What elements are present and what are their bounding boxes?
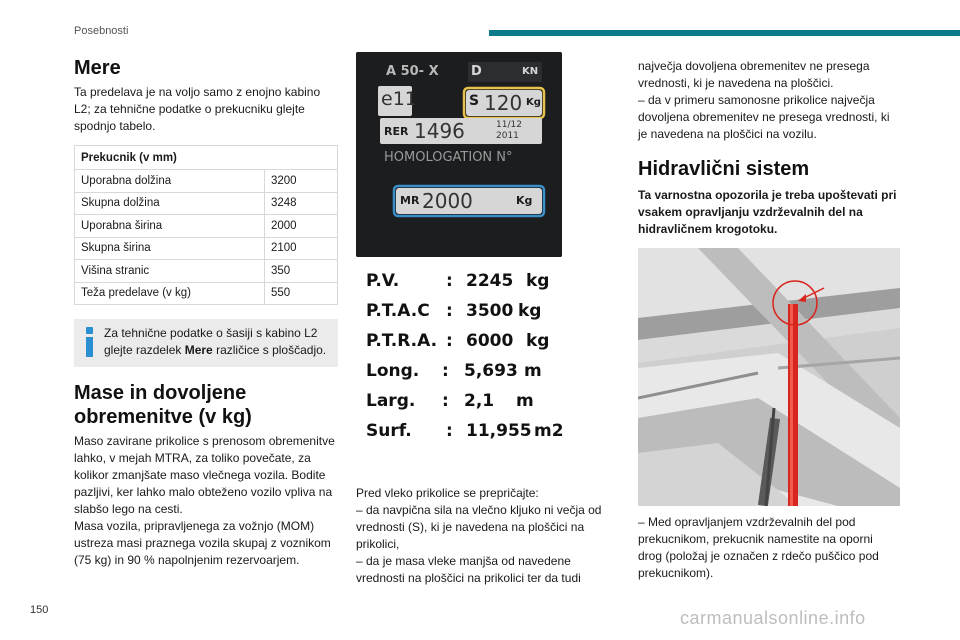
table-row <box>75 282 338 305</box>
header-accent-bar <box>489 30 960 36</box>
trailer-item-3: – da v primeru samonosne prikolice največja dovoljena obremenitev ne presega vrednosti, ki je navedena na ploščici na vozilu. <box>638 93 890 141</box>
plate-rer: RER <box>384 125 409 138</box>
plate-s: S <box>469 93 480 109</box>
section-title-hidravlicni: Hidravlični sistem <box>638 158 810 180</box>
trailer-item-1: – da navpična sila na vlečno kljuko ni večja od vrednosti (S), ki je navedena na ploščici na prikolici, <box>356 503 602 551</box>
spec-unit: m <box>524 361 542 381</box>
info-icon <box>82 327 98 359</box>
spec-unit: kg <box>526 271 550 291</box>
trailer-check-text <box>356 485 606 587</box>
spec-label: Long. <box>366 361 420 381</box>
spec-colon: : <box>446 331 453 351</box>
table-row <box>75 237 338 260</box>
spec-value: 11,955 <box>466 421 532 441</box>
column-middle <box>356 52 606 587</box>
plate-date-bottom: 2011 <box>496 131 519 141</box>
vehicle-spec-list <box>356 271 606 451</box>
row-value: 2100 <box>265 237 338 260</box>
mase-text-2: Masa vozila, pripravljenega za vožnjo (MOM) ustreza masi praznega vozila skupaj z voznikom (75 kg) in 90 % napolnjenim rezervoarjem. <box>74 519 331 567</box>
spec-label: Surf. <box>366 421 412 441</box>
spec-label: P.T.R.A. <box>366 331 438 351</box>
spec-unit: m2 <box>534 421 564 441</box>
row-value: 2000 <box>265 215 338 238</box>
plate-mr-value: 2000 <box>422 189 473 213</box>
spec-label: P.T.A.C <box>366 301 430 321</box>
table-header-row <box>75 146 338 170</box>
table-header: Prekucnik (v mm) <box>75 146 338 170</box>
tipper-underside-drawing <box>638 248 900 506</box>
spec-value: 6000 <box>466 331 514 351</box>
spec-colon: : <box>446 421 453 441</box>
tipper-dimensions-table <box>74 145 338 305</box>
info-note <box>74 319 338 367</box>
spec-colon: : <box>446 301 453 321</box>
note-text-bold: Mere <box>184 343 213 357</box>
plate-mr: MR <box>400 194 420 207</box>
plate-rer-value: 1496 <box>414 119 465 143</box>
plate-e-code: e11 <box>381 88 417 110</box>
spec-label: Larg. <box>366 391 416 411</box>
spec-label: P.V. <box>366 271 400 291</box>
running-header: Posebnosti <box>74 25 129 37</box>
row-label: Skupna širina <box>75 237 265 260</box>
row-label: Višina stranic <box>75 260 265 283</box>
hydraulic-step: – Med opravljanjem vzdrževalnih del pod prekucnikom, prekucnik namestite na oporni drog (položaj je označen z rdečo puščico pod prekucnikom). <box>638 515 879 580</box>
row-value: 550 <box>265 282 338 305</box>
plate-d: D <box>471 64 482 79</box>
spec-unit: m <box>516 391 534 411</box>
note-text-post: različice s ploščadjo. <box>212 343 327 357</box>
plate-s-value: 120 <box>484 91 523 115</box>
table-row <box>75 260 338 283</box>
watermark: carmanualsonline.info <box>680 608 866 628</box>
column-right <box>638 58 900 582</box>
spec-value: 2245 <box>466 271 514 291</box>
trailer-intro: Pred vleko prikolice se prepričajte: <box>356 486 539 500</box>
row-value: 350 <box>265 260 338 283</box>
column-left <box>74 56 338 569</box>
row-label: Skupna dolžina <box>75 192 265 215</box>
table-row <box>75 170 338 193</box>
plate-mr-unit: Kg <box>516 194 533 207</box>
spec-colon: : <box>442 391 449 411</box>
spec-value: 3500 <box>466 301 514 321</box>
spec-colon: : <box>442 361 449 381</box>
trailer-item-2: – da je masa vleke manjša od navedene vrednosti na ploščici na prikolici ter da tudi <box>356 554 581 585</box>
section-title-mere: Mere <box>74 57 121 79</box>
table-row <box>75 215 338 238</box>
row-value: 3248 <box>265 192 338 215</box>
mase-text-1: Maso zavirane prikolice s prenosom obremenitve lahko, v mejah MTRA, za toliko povečate, za kolikor zmanjšate maso vlečnega vozila. Bodite pazljivi, ker lahko malo obteženo vozilo vpliva na slabšo lego na cesti. <box>74 434 335 516</box>
plate-homologation: HOMOLOGATION N° <box>384 150 513 165</box>
section-title-mase: Mase in dovoljene obremenitve (v kg) <box>74 382 252 428</box>
trailer-continued: največja dovoljena obremenitev ne presega vrednosti, ki je navedena na ploščici. <box>638 59 870 90</box>
spec-unit: kg <box>526 331 550 351</box>
mere-intro: Ta predelava je na voljo samo z enojno kabino L2; za tehnične podatke o prekucniku glejte spodnjo tabelo. <box>74 85 321 133</box>
plate-a-line: A 50- X <box>386 64 439 79</box>
plate-date-top: 11/12 <box>496 120 522 130</box>
trailer-identification-plate-image <box>356 52 562 257</box>
row-label: Uporabna širina <box>75 215 265 238</box>
row-label: Teža predelave (v kg) <box>75 282 265 305</box>
page-number: 150 <box>30 604 49 616</box>
spec-unit: kg <box>518 301 542 321</box>
row-value: 3200 <box>265 170 338 193</box>
note-text-pre: Za tehnične podatke o šasiji s kabino L2 glejte razdelek <box>104 326 318 357</box>
hydraulic-warning: Ta varnostna opozorila je treba upoštevati pri vsakem opravljanju vzdrževalnih del na hidravličnem krogotoku. <box>638 188 897 236</box>
spec-value: 2,1 <box>464 391 495 411</box>
table-row <box>75 192 338 215</box>
spec-colon: : <box>446 271 453 291</box>
plate-kg: Kg <box>526 97 541 108</box>
row-label: Uporabna dolžina <box>75 170 265 193</box>
spec-value: 5,693 <box>464 361 518 381</box>
plate-kn: KN <box>522 66 539 77</box>
tipper-support-bar-image <box>638 248 900 506</box>
